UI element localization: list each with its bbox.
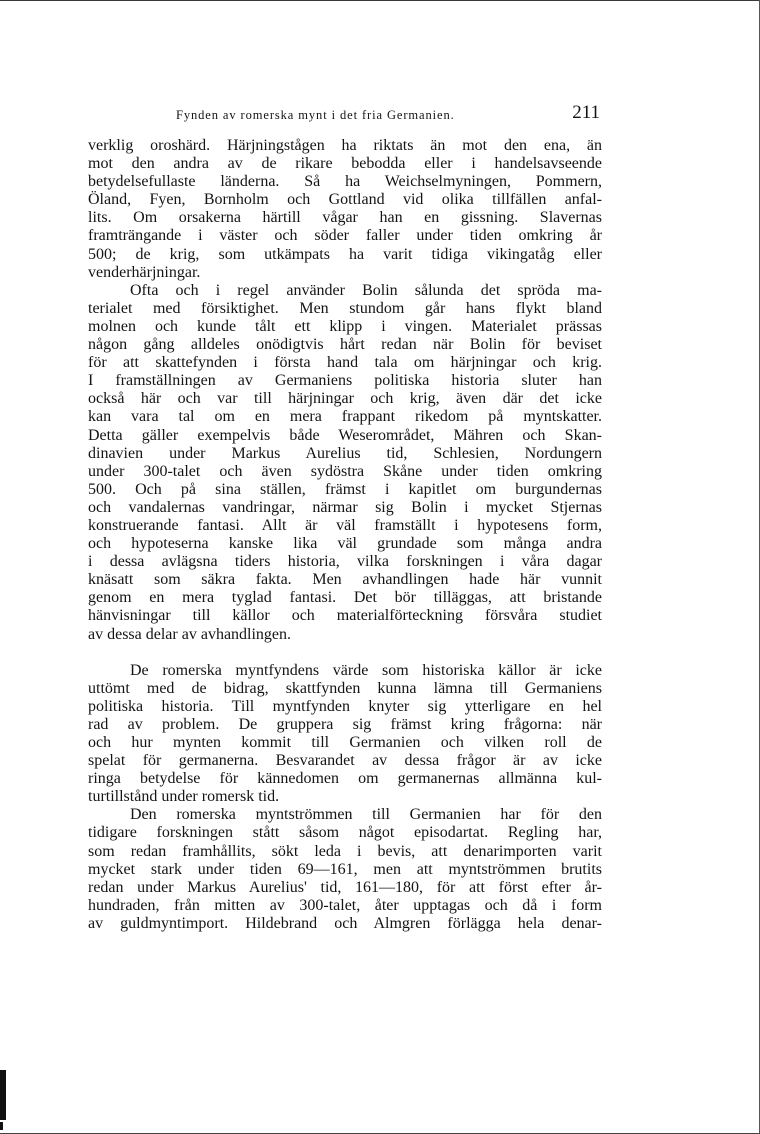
text-line: tidigare forskningen stått såsom något episodartat. Regling har, <box>88 824 602 842</box>
text-line: lits. Om orsakerna härtill vågar han en gissning. Slavernas <box>88 209 602 227</box>
text-line: för att skattefynden i första hand tala om härjningar och krig. <box>88 354 602 372</box>
text-line: terialet med försiktighet. Men stundom går hans flykt bland <box>88 299 602 317</box>
paragraph-gap <box>88 644 602 662</box>
text-line: Detta gäller exempelvis både Weserområdet, Mähren och Skan- <box>88 426 602 444</box>
text-line: och hypoteserna kanske lika väl grundade som många andra <box>88 535 602 553</box>
text-line: turtillstånd under romersk tid. <box>88 788 280 806</box>
scan-edge-top <box>0 0 760 1</box>
text-line: av guldmyntimport. Hildebrand och Almgren förlägga hela denar- <box>88 914 602 932</box>
text-line: 500. Och på sina ställen, främst i kapitlet om burgundernas <box>88 480 602 498</box>
text-line: också här och var till härjningar och krig, även där det icke <box>88 390 602 408</box>
text-line: under 300-talet och även sydöstra Skåne under tiden omkring <box>88 462 602 480</box>
text-line: rad av problem. De gruppera sig främst kring frågorna: när <box>88 715 602 733</box>
text-line: betydelsefullaste länderna. Så ha Weichselmyningen, Pommern, <box>88 173 602 191</box>
paragraph <box>88 806 602 933</box>
text-line: hänvisningar till källor och materialförteckning försvåra studiet <box>88 607 602 625</box>
text-line: och vandalernas vandringar, närmar sig Bolin i mycket Stjernas <box>88 498 602 516</box>
text-line: konstruerande fantasi. Allt är väl framställt i hypotesens form, <box>88 516 602 534</box>
text-line: uttömt med de bidrag, skattfynden kunna lämna till Germaniens <box>88 679 602 697</box>
binding-mark-lower <box>0 1122 3 1130</box>
text-line: Den romerska myntströmmen till Germanien har för den <box>130 806 602 824</box>
page-header <box>88 100 602 128</box>
paragraph <box>88 282 602 644</box>
text-line: kan vara tal om en mera frappant rikedom på myntskatter. <box>88 408 602 426</box>
text-line: mot den andra av de rikare bebodda eller i handelsavseende <box>88 155 602 173</box>
text-line: någon gång alldeles onödigtvis hårt redan när Bolin för beviset <box>88 336 602 354</box>
paragraph <box>88 662 602 807</box>
text-line: 500; de krig, som utkämpats ha varit tidiga vikingatåg eller <box>88 245 602 263</box>
binding-mark <box>0 1070 6 1120</box>
text-line: hundraden, från mitten av 300-talet, åter upptagas och då i form <box>88 896 602 914</box>
text-line: och hur mynten kommit till Germanien och vilken roll de <box>88 734 602 751</box>
text-line: av dessa delar av avhandlingen. <box>88 625 292 643</box>
text-line: i dessa avlägsna tiders historia, vilka forskningen i våra dagar <box>88 553 602 571</box>
text-line: venderhärjningar. <box>88 263 201 281</box>
text-line: mycket stark under tiden 69—161, men att myntströmmen brutits <box>88 860 602 878</box>
text-line: dinavien under Markus Aurelius tid, Schlesien, Nordungern <box>88 444 602 462</box>
text-line: I framställningen av Germaniens politiska historia sluter han <box>88 372 602 390</box>
page-number: 211 <box>572 102 600 123</box>
text-line: spelat för germanerna. Besvarandet av dessa frågor är av icke <box>88 752 602 770</box>
text-line: som redan framhållits, sökt leda i bevis, att denarimporten varit <box>88 842 602 860</box>
text-line: verklig oroshärd. Härjningstågen ha riktats än mot den ena, än <box>88 137 602 154</box>
text-line: knäsatt som säkra fakta. Men avhandlingen hade här vunnit <box>88 571 602 589</box>
text-line: Öland, Fyen, Bornholm och Gottland vid olika tillfällen anfal- <box>88 191 602 209</box>
text-line: framträngande i väster och söder faller under tiden omkring år <box>88 227 602 245</box>
text-line: Ofta och i regel använder Bolin sålunda det spröda ma- <box>130 281 602 299</box>
paragraph <box>88 137 602 282</box>
body-text <box>88 137 602 933</box>
text-line: politiska historia. Till myntfynden knyter sig ytterligare en hel <box>88 697 602 715</box>
text-line: molnen och kunde tålt ett klipp i vingen. Materialet prässas <box>88 317 602 335</box>
text-line: De romerska myntfyndens värde som historiska källor är icke <box>130 661 602 679</box>
text-line: genom en mera tyglad fantasi. Det bör tilläggas, att bristande <box>88 589 602 607</box>
running-title: Fynden av romerska mynt i det fria Germanien. <box>176 108 455 122</box>
text-line: ringa betydelse för kännedomen om germanernas allmänna kul- <box>88 770 602 788</box>
text-line: redan under Markus Aurelius' tid, 161—180, för att först efter år- <box>88 878 602 896</box>
